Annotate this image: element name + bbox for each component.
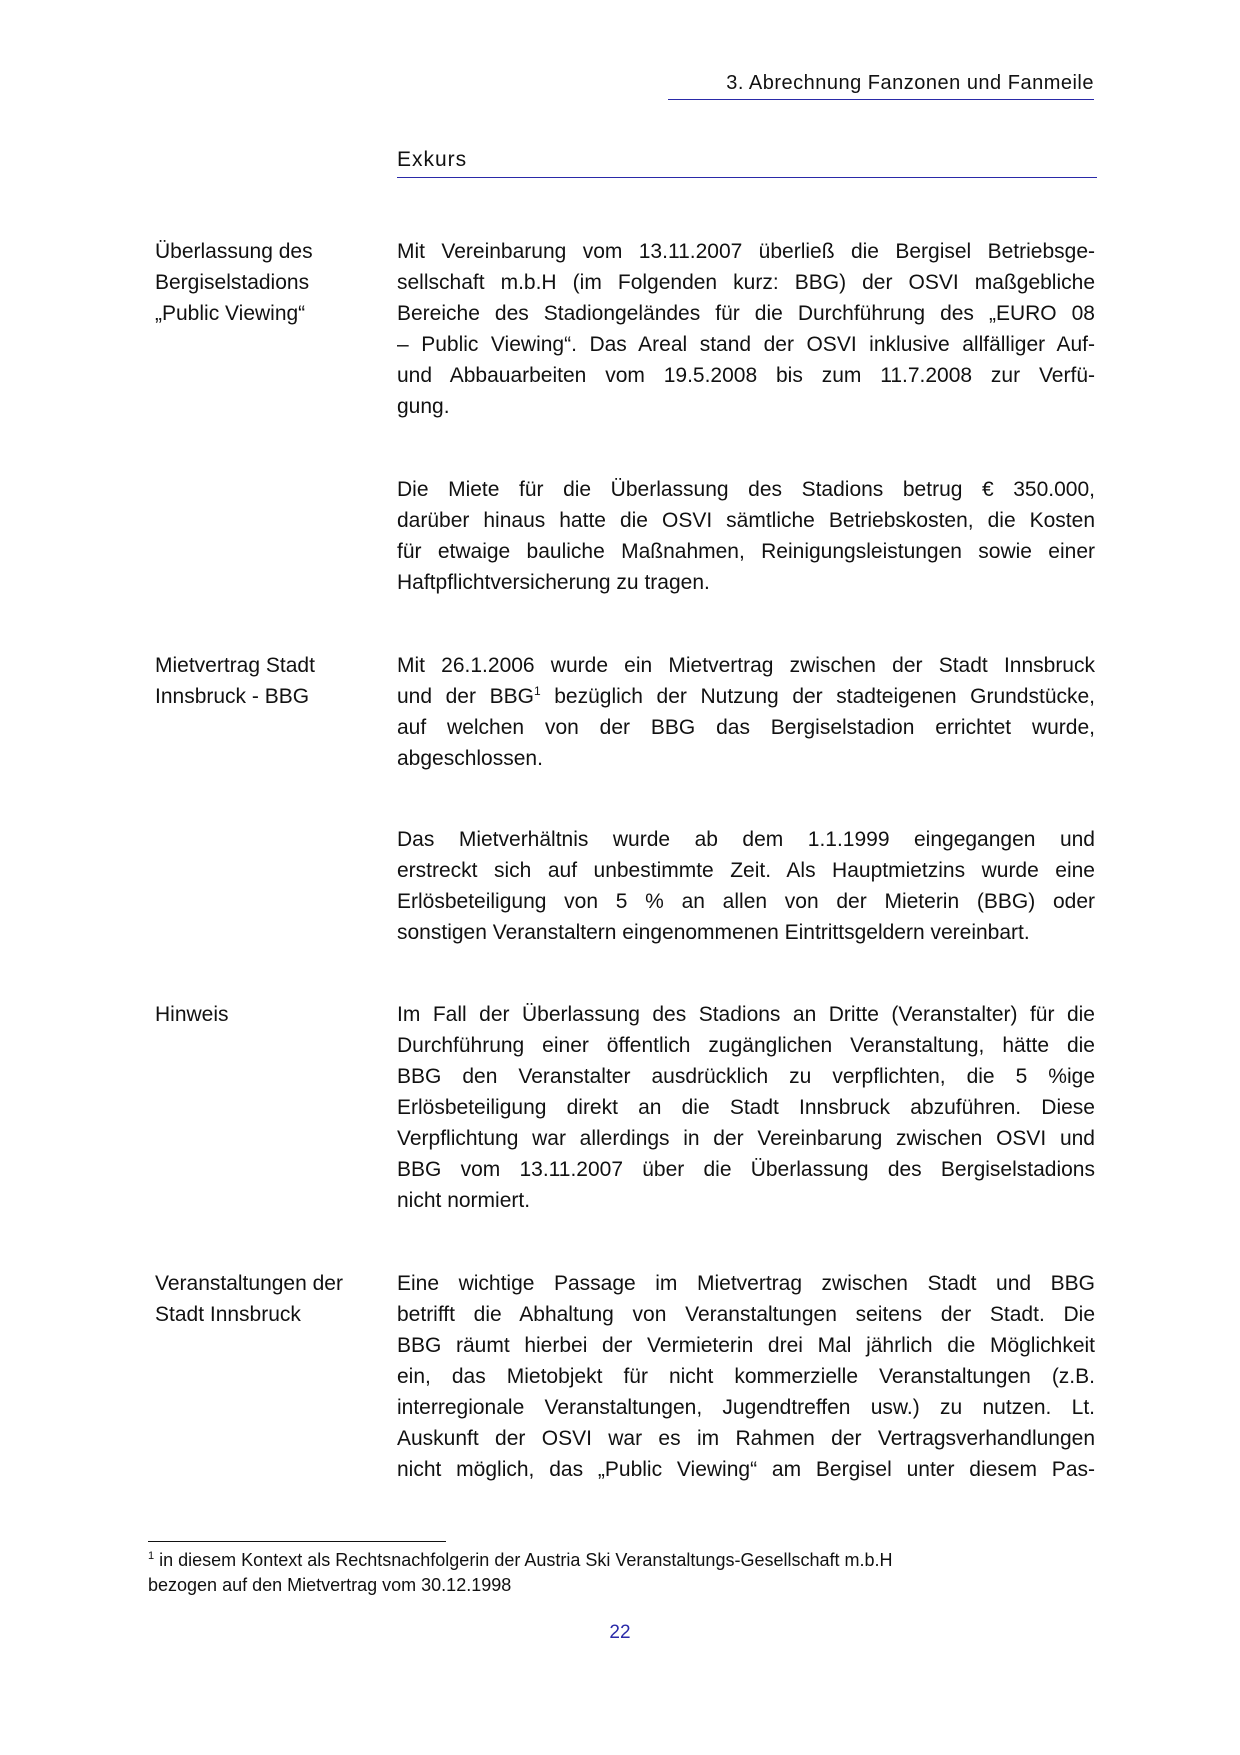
text-line: Das Mietverhältnis wurde ab dem 1.1.1999 eingegangen und <box>397 828 1095 851</box>
paragraph <box>397 999 1095 1216</box>
label-line: Überlassung des <box>155 240 313 263</box>
label-line: „Public Viewing“ <box>155 302 306 325</box>
text-line: Mit Vereinbarung vom 13.11.2007 überließ die Bergisel Betriebsge- <box>397 240 1095 263</box>
text-line: Erlösbeteiligung von 5 % an allen von der Mieterin (BBG) oder <box>397 890 1095 913</box>
text-line: und Abbauarbeiten vom 19.5.2008 bis zum 11.7.2008 zur Verfü- <box>397 364 1095 387</box>
margin-label-mietvertrag <box>155 650 385 712</box>
text-fragment: und der BBG <box>397 685 534 708</box>
margin-label-veranstaltungen <box>155 1268 385 1330</box>
text-line <box>397 681 1095 712</box>
section-title: Exkurs <box>397 148 1097 178</box>
footnote <box>148 1548 1108 1598</box>
margin-label-ueberlassung <box>155 236 385 329</box>
text-line: Auskunft der OSVI war es im Rahmen der Vertragsverhandlungen <box>397 1427 1095 1450</box>
text-line: nicht möglich, das „Public Viewing“ am Bergisel unter diesem Pas- <box>397 1458 1095 1481</box>
page-number: 22 <box>609 1622 631 1643</box>
text-line: Haftpflichtversicherung zu tragen. <box>397 571 710 594</box>
text-line: sellschaft m.b.H (im Folgenden kurz: BBG) der OSVI maßgebliche <box>397 271 1095 294</box>
text-line: erstreckt sich auf unbestimmte Zeit. Als Hauptmietzins wurde eine <box>397 859 1095 882</box>
text-line: interregionale Veranstaltungen, Jugendtreffen usw.) zu nutzen. Lt. <box>397 1396 1095 1419</box>
footnote-divider <box>148 1541 446 1542</box>
label-line: Bergiselstadions <box>155 271 310 294</box>
footnote-line <box>148 1548 1108 1573</box>
footnote-marker[interactable]: 1 <box>533 684 541 698</box>
text-line: darüber hinaus hatte die OSVI sämtliche Betriebskosten, die Kosten <box>397 509 1095 532</box>
margin-label-hinweis <box>155 999 385 1030</box>
paragraph <box>397 474 1095 598</box>
label-line: Stadt Innsbruck <box>155 1303 301 1326</box>
text-line: ein, das Mietobjekt für nicht kommerzielle Veranstaltungen (z.B. <box>397 1365 1095 1388</box>
paragraph <box>397 650 1095 774</box>
text-line: Im Fall der Überlassung des Stadions an Dritte (Veranstalter) für die <box>397 1003 1095 1026</box>
text-line: sonstigen Veranstaltern eingenommenen Eintrittsgeldern vereinbart. <box>397 921 1030 944</box>
paragraph <box>397 236 1095 422</box>
label-line: Innsbruck - BBG <box>155 685 310 708</box>
text-line: BBG räumt hierbei der Vermieterin drei Mal jährlich die Möglichkeit <box>397 1334 1095 1357</box>
text-line: abgeschlossen. <box>397 747 543 770</box>
text-line: Bereiche des Stadiongeländes für die Durchführung des „EURO 08 <box>397 302 1095 325</box>
text-line: Durchführung einer öffentlich zugänglichen Veranstaltung, hätte die <box>397 1034 1095 1057</box>
label-line: Hinweis <box>155 1003 229 1026</box>
footnote-number: 1 <box>148 1550 155 1562</box>
text-line: nicht normiert. <box>397 1189 531 1212</box>
text-line: für etwaige bauliche Maßnahmen, Reinigungsleistungen sowie einer <box>397 540 1095 563</box>
chapter-header: 3. Abrechnung Fanzonen und Fanmeile <box>668 72 1094 100</box>
paragraph <box>397 1268 1095 1485</box>
paragraph <box>397 824 1095 948</box>
text-line: gung. <box>397 395 450 418</box>
text-line: betrifft die Abhaltung von Veranstaltungen seitens der Stadt. Die <box>397 1303 1095 1326</box>
text-line: Die Miete für die Überlassung des Stadions betrug € 350.000, <box>397 478 1095 501</box>
text-line: Mit 26.1.2006 wurde ein Mietvertrag zwischen der Stadt Innsbruck <box>397 654 1095 677</box>
label-line: Veranstaltungen der <box>155 1272 343 1295</box>
text-line: BBG vom 13.11.2007 über die Überlassung des Bergiselstadions <box>397 1158 1095 1181</box>
text-fragment: bezüglich der Nutzung der stadteigenen Grundstücke, <box>554 685 1096 708</box>
footnote-line: bezogen auf den Mietvertrag vom 30.12.1998 <box>148 1575 512 1595</box>
label-line: Mietvertrag Stadt <box>155 654 315 677</box>
text-line: BBG den Veranstalter ausdrücklich zu verpflichten, die 5 %ige <box>397 1065 1095 1088</box>
text-line: auf welchen von der BBG das Bergiselstadion errichtet wurde, <box>397 716 1095 739</box>
text-line: Erlösbeteiligung direkt an die Stadt Innsbruck abzuführen. Diese <box>397 1096 1095 1119</box>
text-line: Eine wichtige Passage im Mietvertrag zwischen Stadt und BBG <box>397 1272 1095 1295</box>
text-line: Verpflichtung war allerdings in der Vereinbarung zwischen OSVI und <box>397 1127 1095 1150</box>
footnote-text: in diesem Kontext als Rechtsnachfolgerin der Austria Ski Veranstaltungs-Gesellschaft m.b.H <box>159 1550 893 1570</box>
text-line: – Public Viewing“. Das Areal stand der OSVI inklusive allfälliger Auf- <box>397 333 1095 356</box>
